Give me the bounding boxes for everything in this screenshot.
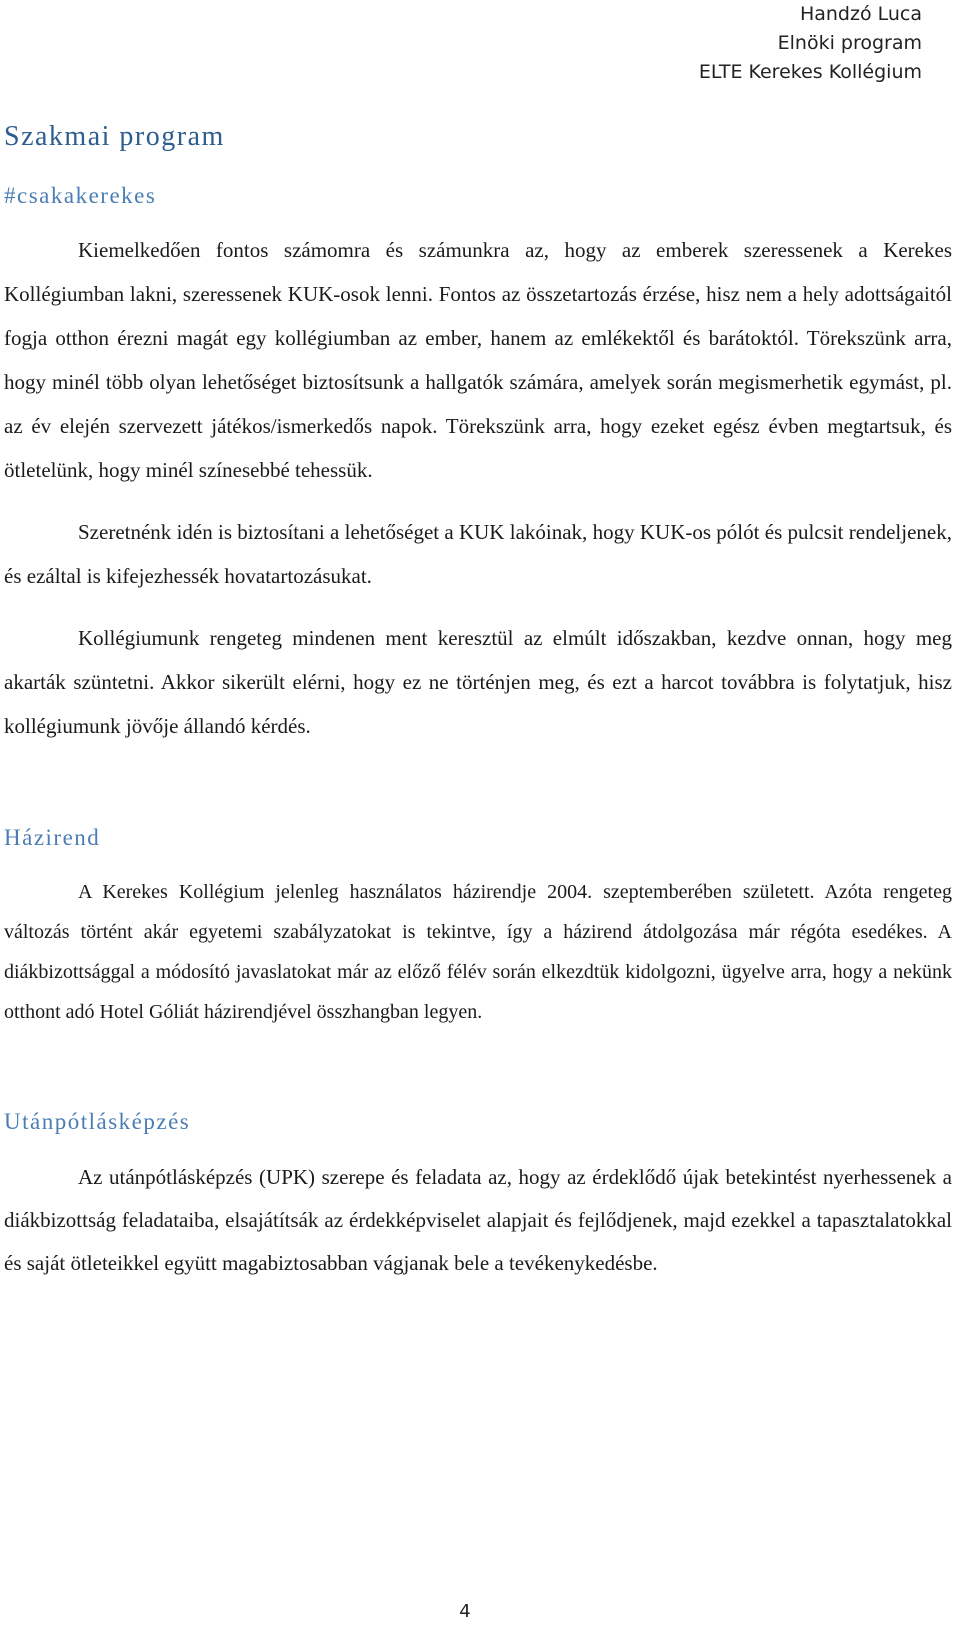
section-heading: Házirend <box>4 825 101 850</box>
paragraph: Kollégiumunk rengeteg mindenen ment keresztül az elmúlt időszakban, kezdve onnan, hogy meg akarták szüntetni. Akkor sikerült elérni, hogy ez ne történjen meg, és ezt a harcot továbbra is folytatjuk, hisz kollégiumunk jövője állandó kérdés. <box>4 626 952 738</box>
paragraph: Az utánpótlásképzés (UPK) szerepe és feladata az, hogy az érdeklődő újak betekintést nyerhessenek a diákbizottság feladataiba, elsajátítsák az érdekképviselet alapjait és fejlődjenek, majd ezekkel a tapasztalatokkal és saját ötleteikkel együtt magabiztosabban vágjanak bele a tevékenykedésbe. <box>4 1165 952 1275</box>
document-body <box>4 112 952 1285</box>
header-organization: ELTE Kerekes Kollégium <box>698 61 922 83</box>
page-header <box>699 0 922 87</box>
section-title: Szakmai program <box>4 121 225 152</box>
section-heading: Utánpótlásképzés <box>4 1109 191 1134</box>
header-author: Handzó Luca <box>799 3 922 25</box>
section-utanpotlaskepzes <box>4 1104 952 1285</box>
paragraph: Kiemelkedően fontos számomra és számunkra az, hogy az emberek szeressenek a Kerekes Kollégiumban lakni, szeressenek KUK-osok lenni. Fontos az összetartozás érzése, hisz nem a hely adottságaitól fogja otthon érezni magát egy kollégiumban az ember, hanem az emlékektől és barátoktól. Törekszünk arra, hogy minél több olyan lehetőséget biztosítsunk a hallgatók számára, amelyek során megismerhetik egymást, pl. az év elején szervezett játékos/ismerkedős napok. Törekszünk arra, hogy ezeket egész évben megtartsuk, és ötletelünk, hogy minél színesebbé tehessük. <box>4 238 952 482</box>
paragraph: Szeretnénk idén is biztosítani a lehetőséget a KUK lakóinak, hogy KUK-os pólót és pulcsit rendeljenek, és ezáltal is kifejezhessék hovatartozásukat. <box>4 520 952 588</box>
section-subtitle: #csakakerekes <box>4 183 157 208</box>
section-hazirend <box>4 820 952 1032</box>
page-number: 4 <box>459 1601 471 1622</box>
paragraph: A Kerekes Kollégium jelenleg használatos házirendje 2004. szeptemberében született. Azóta rengeteg változás történt akár egyetemi szabályzatokat is tekintve, így a házirend átdolgozása már régóta esedékes. A diákbizottsággal a módosító javaslatokat már az előző félév során elkezdtük kidolgozni, ügyelve arra, hogy a nekünk otthont adó Hotel Góliát házirendjével összhangban legyen. <box>4 881 952 1023</box>
header-document-title: Elnöki program <box>777 32 922 54</box>
section-szakmai-program <box>4 112 952 748</box>
